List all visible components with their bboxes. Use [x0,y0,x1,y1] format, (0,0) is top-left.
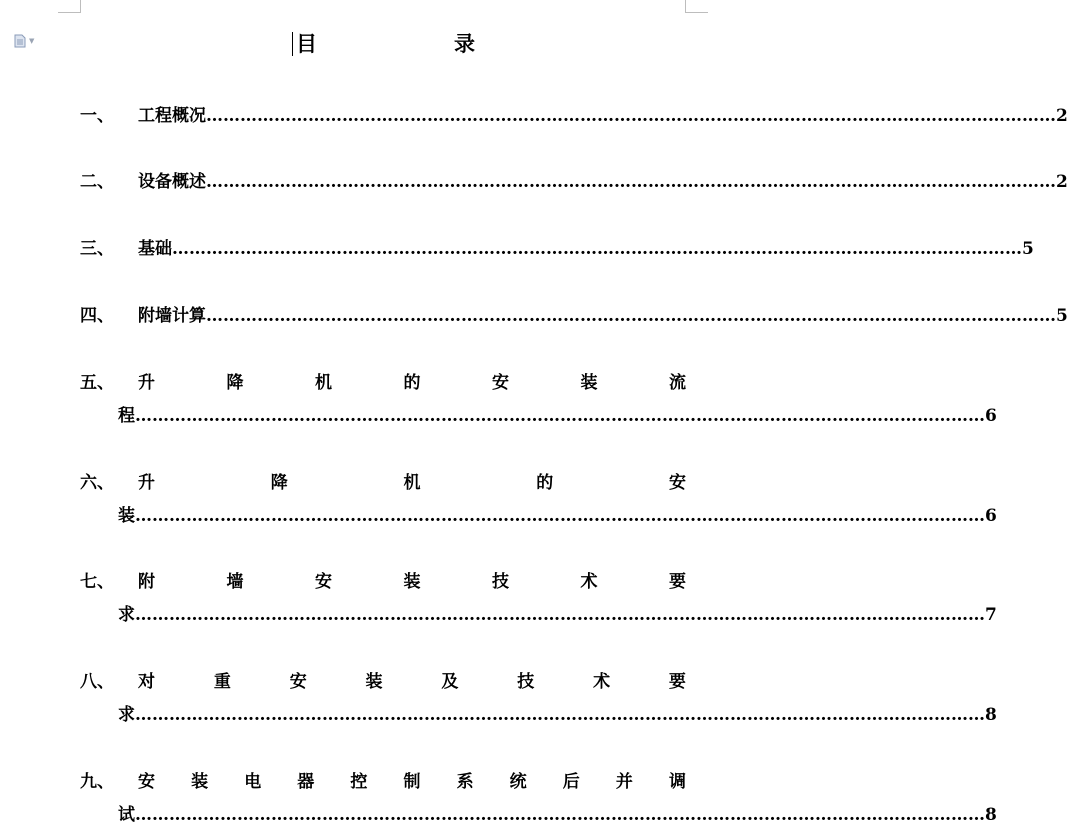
entry-char: 升 [138,373,155,393]
entry-char: 系 [456,772,474,792]
dot-leader: …………………………………………………………………………………………………………………………………… [135,506,985,526]
entry-line-justified [138,670,686,694]
entry-char: 要 [668,672,686,692]
entry-number: 八、 [80,672,114,692]
dropdown-arrow-icon: ▼ [29,37,35,45]
entry-char: 升 [138,473,155,493]
entry-char: 的 [403,373,421,393]
page-corner-mark-right [685,0,708,13]
entry-label: 设备概述 [138,172,206,192]
entry-char: 技 [492,572,509,592]
entry-line [138,104,1068,128]
page-corner-mark-left [58,0,81,13]
dot-leader: …………………………………………………………………………………………………………………………………… [135,805,985,825]
entry-page-number: 6 [985,506,997,526]
entry-char: 装 [191,772,209,792]
entry-char: 控 [350,772,368,792]
entry-char: 附 [138,572,155,592]
entry-page-number: 5 [1056,306,1068,326]
entry-line-justified [138,570,686,594]
entry-char: 降 [226,373,244,393]
entry-char: 对 [138,672,155,692]
dot-leader: …………………………………………………………………………………………………………………………………… [206,106,1056,126]
entry-number: 一、 [80,106,114,126]
entry-char: 技 [517,672,535,692]
entry-line-justified [138,371,686,395]
dot-leader: …………………………………………………………………………………………………………………………………… [206,172,1056,192]
entry-char: 要 [669,572,686,592]
entry-char: 装 [365,672,383,692]
entry-page-number: 2 [1056,172,1068,192]
dot-leader: …………………………………………………………………………………………………………………………………… [172,239,1022,259]
entry-char: 降 [270,473,288,493]
entry-number: 九、 [80,772,114,792]
entry-char: 装 [403,572,421,592]
entry-label: 工程概况 [138,106,206,126]
entry-continuation [118,504,997,528]
entry-char: 术 [580,572,598,592]
title-char-1: 目 [296,31,317,56]
entry-number: 二、 [80,172,114,192]
entry-char: 及 [441,672,459,692]
entry-char: 墙 [226,572,244,592]
entry-char: 术 [593,672,611,692]
entry-number: 七、 [80,572,114,592]
entry-char: 统 [509,772,527,792]
entry-page-number: 8 [985,705,997,725]
dot-leader: …………………………………………………………………………………………………………………………………… [206,306,1056,326]
entry-char: 器 [297,772,315,792]
entry-label: 附墙计算 [138,306,206,326]
entry-char: 后 [562,772,580,792]
entry-char: 求 [118,705,135,725]
entry-char: 安 [138,772,155,792]
entry-line-justified [138,471,686,495]
dot-leader: …………………………………………………………………………………………………………………………………… [135,705,985,725]
entry-char: 电 [244,772,262,792]
dot-leader: …………………………………………………………………………………………………………………………………… [135,406,985,426]
entry-char: 安 [492,373,509,393]
entry-page-number: 2 [1056,106,1068,126]
entry-char: 机 [315,373,332,393]
title-char-2: 录 [454,31,475,56]
entry-char: 求 [118,605,135,625]
entry-page-number: 7 [985,605,997,625]
entry-char: 调 [668,772,686,792]
entry-char: 安 [315,572,332,592]
entry-continuation [118,703,997,727]
entry-char: 并 [615,772,633,792]
entry-char: 的 [536,473,554,493]
entry-page-number: 8 [985,805,997,825]
entry-char: 装 [580,373,598,393]
entry-line [138,170,1068,194]
entry-number: 四、 [80,306,114,326]
entry-label: 基础 [138,239,172,259]
entry-char: 试 [118,805,135,825]
entry-line [138,237,1034,261]
entry-char: 安 [289,672,307,692]
dot-leader: …………………………………………………………………………………………………………………………………… [135,605,985,625]
entry-continuation [118,803,997,827]
entry-number: 六、 [80,473,114,493]
entry-char: 重 [213,672,231,692]
entry-char: 装 [118,506,135,526]
entry-char: 安 [669,473,686,493]
entry-number: 三、 [80,239,114,259]
entry-char: 流 [669,373,686,393]
entry-number: 五、 [80,373,114,393]
entry-char: 制 [403,772,421,792]
entry-continuation [118,603,997,627]
entry-page-number: 6 [985,406,997,426]
text-cursor [292,32,293,56]
entry-char: 机 [403,473,421,493]
entry-continuation [118,404,997,428]
entry-page-number: 5 [1022,239,1034,259]
toc-title [0,28,779,60]
entry-line-justified [138,770,686,794]
entry-char: 程 [118,406,135,426]
entry-line [138,304,1068,328]
